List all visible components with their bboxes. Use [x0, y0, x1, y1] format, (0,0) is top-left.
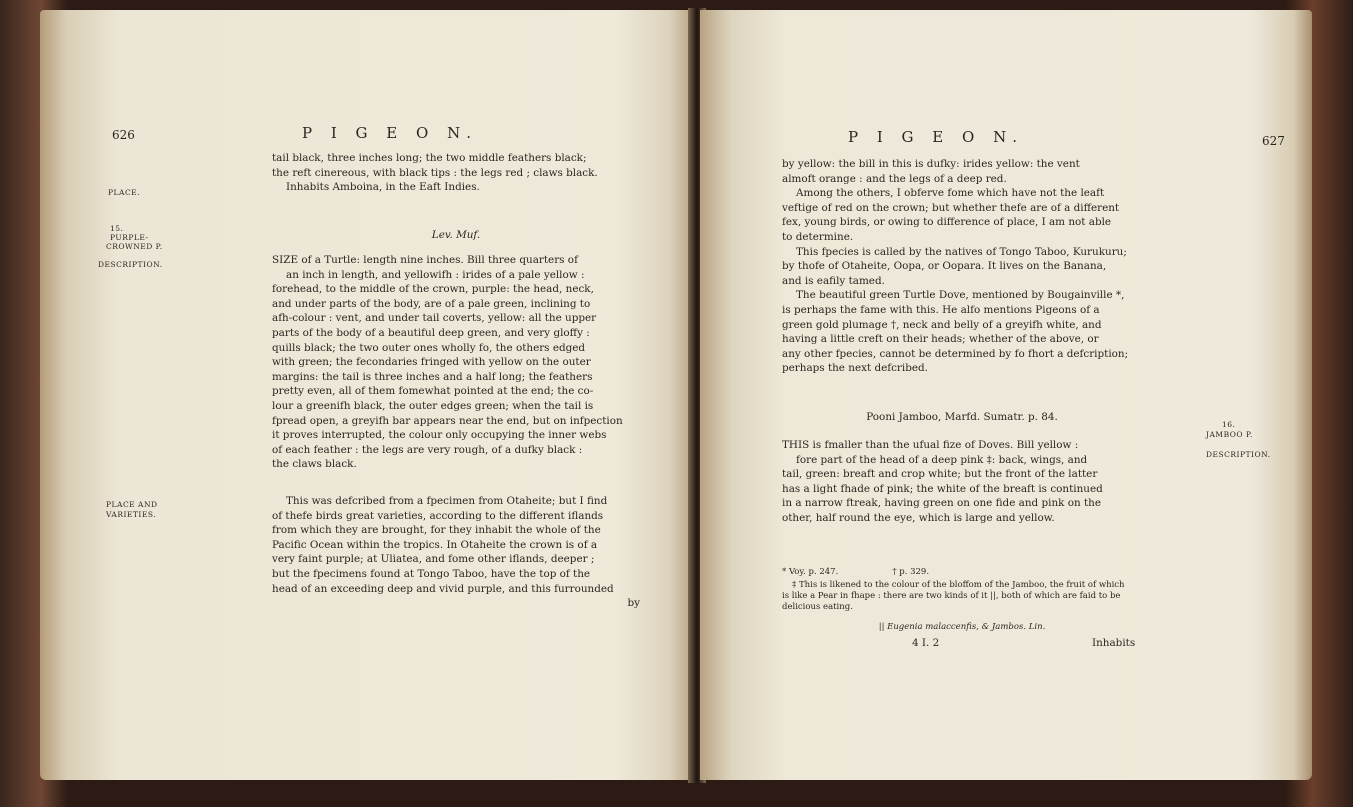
- description-block: [272, 253, 640, 472]
- text-line: fore part of the head of a deep pink ‡: back, wings, and: [796, 453, 1088, 466]
- running-head: P I G E O N.: [848, 128, 1025, 146]
- footnote-block: [782, 580, 1142, 613]
- text-line: the reft cinereous, with black tips : the legs red ; claws black.: [272, 166, 598, 179]
- text-block-top: [782, 157, 1142, 376]
- margin-place-varieties-2: VARIETIES.: [106, 510, 157, 519]
- footnote-refs: * Voy. p. 247. † p. 329.: [782, 567, 930, 577]
- text-line: is perhaps the fame with this. He alfo mentions Pigeons of a: [782, 303, 1100, 316]
- catchword: by: [627, 597, 640, 610]
- text-line: Among the others, I obferve fome which have not the leaft: [796, 187, 1105, 200]
- text-line: perhaps the next defcribed.: [782, 362, 928, 375]
- text-line: of each feather : the legs are very rough, of a dufky black :: [272, 443, 583, 456]
- page-number: 627: [1262, 134, 1285, 148]
- signature-mark: 4 I. 2: [912, 637, 940, 649]
- text-line: but the fpecimens found at Tongo Taboo, have the top of the: [272, 567, 591, 580]
- footnote-species: || Eugenia malaccenfis, & Jambos. Lin.: [878, 622, 1046, 632]
- text-line: SIZE of a Turtle: length nine inches. Bill three quarters of: [272, 254, 578, 266]
- text-line: it proves interrupted, the colour only occupying the inner webs: [272, 429, 607, 442]
- text-block-top: [272, 151, 640, 195]
- text-line: having a little creft on their heads; whether of the above, or: [782, 333, 1099, 346]
- text-line: quills black; the two outer ones wholly fo, the others edged: [272, 341, 586, 354]
- text-line: THIS is fmaller than the ufual fize of Doves. Bill yellow :: [782, 439, 1079, 451]
- page-number: 626: [112, 128, 135, 142]
- text-line: green gold plumage †, neck and belly of a greyifh white, and: [782, 318, 1102, 331]
- margin-place: PLACE.: [108, 188, 141, 197]
- text-line: has a light fhade of pink; the white of the breaft is continued: [782, 482, 1103, 495]
- text-line: veftige of red on the crown; but whether thefe are of a different: [782, 201, 1120, 214]
- text-line: an inch in length, and yellowifh : irides of a pale yellow :: [286, 268, 585, 281]
- text-line: to determine.: [782, 230, 854, 243]
- reference: Pooni Jamboo, Marfd. Sumatr. p. 84.: [866, 411, 1058, 423]
- text-line: the claws black.: [272, 458, 357, 471]
- text-line: This was defcribed from a fpecimen from Otaheite; but I find: [286, 495, 608, 507]
- running-head: P I G E O N.: [302, 124, 479, 142]
- text-line: and under parts of the body, are of a pale green, inclining to: [272, 297, 591, 310]
- text-line: parts of the body of a beautiful deep green, and very gloffy :: [272, 326, 590, 339]
- text-line: from which they are brought, for they inhabit the whole of the: [272, 524, 601, 537]
- text-line: tail, green: breaft and crop white; but the front of the latter: [782, 468, 1098, 481]
- description-block: [782, 438, 1142, 526]
- footnote-line: is like a Pear in fhape : there are two kinds of it ||, both of which are faid to be: [782, 591, 1121, 601]
- text-line: This fpecies is called by the natives of Tongo Taboo, Kurukuru;: [796, 245, 1127, 258]
- margin-description: DESCRIPTION.: [1206, 450, 1271, 459]
- text-line: very faint purple; at Uliatea, and fome other iflands, deeper ;: [272, 553, 595, 566]
- text-line: forehead, to the middle of the crown, purple: the head, neck,: [272, 283, 594, 296]
- text-line: tail black, three inches long; the two middle feathers black;: [272, 152, 587, 164]
- footnote-line: delicious eating.: [782, 602, 853, 612]
- margin-species-number: 15.: [110, 224, 124, 233]
- place-block: [272, 494, 640, 611]
- text-line: and is eafily tamed.: [782, 274, 885, 287]
- margin-species-name: JAMBOO P.: [1206, 430, 1253, 439]
- text-line: of thefe birds great varieties, according to the different iflands: [272, 509, 604, 522]
- text-line: any other fpecies, cannot be determined by fo fhort a defcription;: [782, 347, 1129, 360]
- text-line: Pacific Ocean within the tropics. In Otaheite the crown is of a: [272, 538, 598, 551]
- text-line: Inhabits Amboina, in the Eaft Indies.: [286, 181, 480, 194]
- right-page: [700, 10, 1312, 780]
- text-line: pretty even, all of them fomewhat pointed at the end; the co-: [272, 385, 594, 398]
- text-line: by thofe of Otaheite, Oopa, or Oopara. It lives on the Banana,: [782, 260, 1107, 273]
- text-line: other, half round the eye, which is large and yellow.: [782, 511, 1055, 524]
- text-line: with green; the fecondaries fringed with yellow on the outer: [272, 356, 591, 369]
- text-line: in a narrow ftreak, having green on one fide and pink on the: [782, 497, 1102, 510]
- text-line: by yellow: the bill in this is dufky: irides yellow: the vent: [782, 158, 1080, 170]
- text-line: fex, young birds, or owing to difference of place, I am not able: [782, 216, 1112, 229]
- catchword: Inhabits: [1092, 637, 1136, 649]
- text-line: margins: the tail is three inches and a half long; the feathers: [272, 370, 593, 383]
- text-line: head of an exceeding deep and vivid purple, and this furrounded: [272, 582, 614, 595]
- footnote-line: ‡ This is likened to the colour of the bloffom of the Jamboo, the fruit of which: [792, 580, 1125, 590]
- left-page: [40, 10, 695, 780]
- text-line: lour a greenifh black, the outer edges green; when the tail is: [272, 399, 594, 412]
- text-line: almoft orange : and the legs of a deep red.: [782, 172, 1007, 185]
- margin-species-name-2: CROWNED P.: [106, 242, 163, 251]
- margin-species-name: PURPLE-: [110, 233, 149, 242]
- margin-species-number: 16.: [1222, 420, 1236, 429]
- margin-description: DESCRIPTION.: [98, 260, 163, 269]
- text-line: afh-colour : vent, and under tail coverts, yellow: all the upper: [272, 312, 597, 325]
- margin-place-varieties: PLACE AND: [106, 500, 158, 509]
- text-line: The beautiful green Turtle Dove, mentioned by Bougainville *,: [796, 289, 1125, 302]
- text-line: fpread open, a greyifh bar appears near the end, but on infpection: [272, 414, 623, 427]
- reference: Lev. Muf.: [431, 229, 481, 241]
